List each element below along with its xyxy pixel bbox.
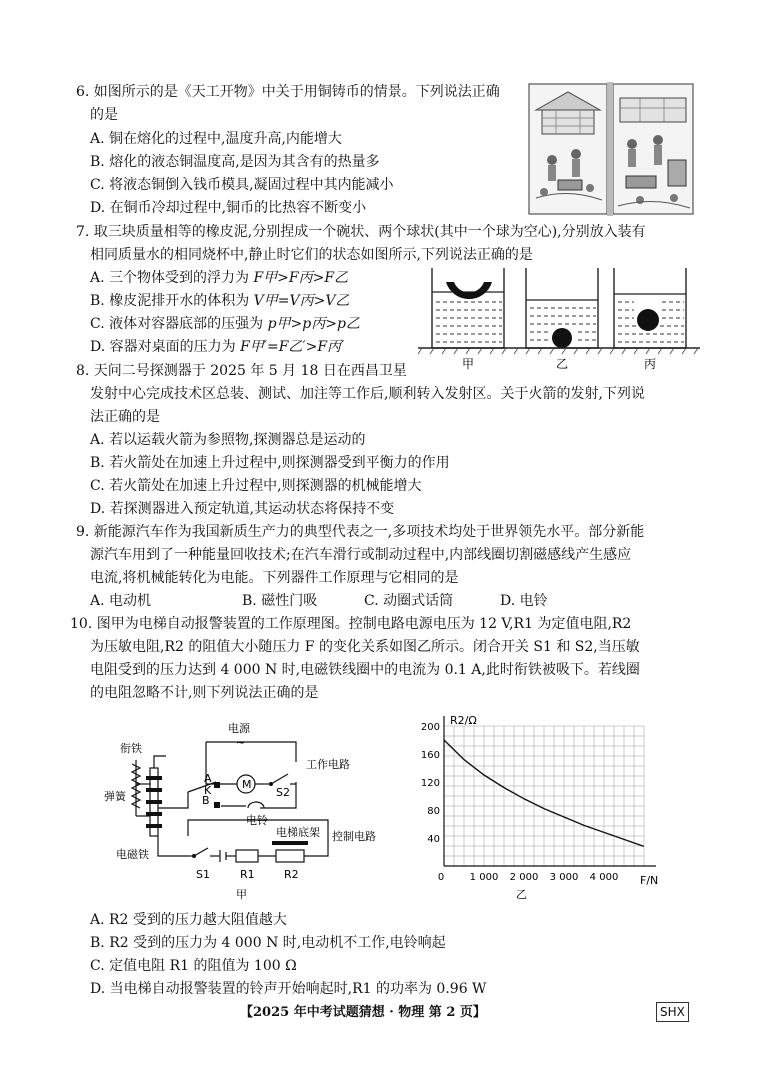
q6-option-b: B. 熔化的液态铜温度高,是因为其含有的热量多 bbox=[90, 154, 380, 170]
contact-k: K bbox=[204, 784, 212, 797]
q9-option-c: C. 动圈式话筒 bbox=[364, 593, 454, 609]
page-footer: 【2025 年中考试题猜想 · 物理 第 2 页】 bbox=[240, 1005, 486, 1020]
q7-option-b: B. 橡皮泥排开水的体积为 V甲=V丙>V乙 bbox=[90, 293, 350, 309]
tiangong-kaiwu-illustration bbox=[528, 80, 696, 218]
y-tick-label: 200 bbox=[420, 722, 440, 733]
q7-option-a: A. 三个物体受到的浮力为 F甲>F丙>F乙 bbox=[90, 270, 349, 286]
q10-option-d: D. 当电梯自动报警装置的铃声开始响起时,R1 的功率为 0.96 W bbox=[90, 981, 487, 997]
work-circuit-label: 工作电路 bbox=[306, 758, 350, 771]
q8-option-d: D. 若探测器进入预定轨道,其运动状态将保持不变 bbox=[90, 501, 395, 517]
chart-origin-label: 0 bbox=[437, 872, 445, 883]
q9-stem-line2: 源汽车用到了一种能量回收技术;在汽车滑行或制动过程中,内部线圈切割磁感线产生感应 bbox=[90, 547, 632, 563]
y-tick-label: 120 bbox=[420, 778, 440, 789]
bell-label: 电铃 bbox=[246, 814, 268, 827]
q6-option-a: A. 铜在熔化的过程中,温度升高,内能增大 bbox=[90, 131, 342, 147]
armature-label: 衔铁 bbox=[120, 742, 142, 755]
motor-symbol: M bbox=[242, 778, 252, 791]
label-jia: 甲 bbox=[461, 357, 475, 371]
y-tick-label: 40 bbox=[427, 834, 440, 845]
q9-stem-line3: 电流,将机械能转化为电能。下列器件工作原理与它相同的是 bbox=[90, 570, 459, 586]
q8-stem-line1: 8. 天问二号探测器于 2025 年 5 月 18 日在西昌卫星 bbox=[76, 363, 407, 379]
spring-label: 弹簧 bbox=[104, 790, 126, 803]
label-yi: 乙 bbox=[555, 357, 569, 371]
resistance-force-chart bbox=[412, 704, 662, 900]
q7-stem-line2: 相同质量水的相同烧杯中,静止时它们的状态如图所示,下列说法正确的是 bbox=[90, 247, 533, 263]
q6-stem-line1: 6. 如图所示的是《天工开物》中关于用铜铸币的情景。下列说法正确 bbox=[76, 84, 500, 100]
chart-caption: 乙 bbox=[516, 888, 527, 901]
control-circuit-label: 控制电路 bbox=[332, 830, 376, 843]
q7-option-c: C. 液体对容器底部的压强为 p甲>p丙>p乙 bbox=[90, 316, 360, 332]
q6-stem-line2: 的是 bbox=[90, 107, 118, 123]
q8-stem-line2: 发射中心完成技术区总装、测试、加注等工作后,顺利转入发射区。关于火箭的发射,下列说 bbox=[90, 386, 645, 402]
label-bing: 丙 bbox=[643, 357, 657, 371]
q10-stem-line4: 的电阻忽略不计,则下列说法正确的是 bbox=[90, 685, 319, 701]
q6-option-c: C. 将液态铜倒入钱币模具,凝固过程中其内能减小 bbox=[90, 177, 394, 193]
x-tick-label: 3 000 bbox=[549, 872, 579, 883]
switch-s1-label: S1 bbox=[196, 868, 210, 881]
x-tick-label: 4 000 bbox=[589, 872, 619, 883]
chart-grid bbox=[444, 726, 644, 866]
y-tick-label: 160 bbox=[420, 750, 440, 761]
contact-a: A bbox=[204, 772, 212, 785]
beakers-figure bbox=[418, 262, 700, 372]
chart-x-label: F/N bbox=[640, 874, 659, 887]
circuit-caption: 甲 bbox=[236, 888, 247, 901]
alarm-circuit-diagram bbox=[96, 716, 376, 906]
q9-option-a: A. 电动机 bbox=[90, 593, 152, 609]
x-tick-label: 2 000 bbox=[509, 872, 539, 883]
elevator-base-label: 电梯底架 bbox=[276, 826, 320, 839]
footer-badge: SHX bbox=[656, 1002, 689, 1022]
chart-y-label: R2/Ω bbox=[450, 714, 477, 727]
ac-symbol: ~ bbox=[236, 736, 246, 749]
q8-stem-line3: 法正确的是 bbox=[90, 409, 160, 425]
sunken-ball bbox=[552, 328, 572, 348]
q7-option-d: D. 容器对桌面的压力为 F甲′=F乙′>F丙′ bbox=[90, 339, 345, 355]
x-tick-label: 1 000 bbox=[469, 872, 499, 883]
power-label: 电源 bbox=[228, 722, 250, 735]
y-tick-label: 80 bbox=[427, 806, 440, 817]
bowl-clay bbox=[446, 282, 492, 299]
electromagnet-label: 电磁铁 bbox=[116, 848, 149, 861]
q6-option-d: D. 在铜币冷却过程中,铜币的比热容不断变小 bbox=[90, 200, 367, 216]
q10-stem-line3: 电阻受到的压力达到 4 000 N 时,电磁铁线圈中的电流为 0.1 A,此时衔铁被吸下。若线圈 bbox=[90, 662, 640, 678]
q8-option-a: A. 若以运载火箭为参照物,探测器总是运动的 bbox=[90, 432, 366, 448]
q10-stem-line1: 10. 图甲为电梯自动报警装置的工作原理图。控制电路电源电压为 12 V,R1 为定值电阻,R2 bbox=[70, 616, 632, 632]
q10-option-c: C. 定值电阻 R1 的阻值为 100 Ω bbox=[90, 958, 297, 974]
q10-option-a: A. R2 受到的压力越大阻值越大 bbox=[90, 912, 287, 928]
q8-option-b: B. 若火箭处在加速上升过程中,则探测器受到平衡力的作用 bbox=[90, 455, 450, 471]
q7-stem-line1: 7. 取三块质量相等的橡皮泥,分别捏成一个碗状、两个球状(其中一个球为空心),分别放入装有 bbox=[76, 224, 646, 240]
q8-option-c: C. 若火箭处在加速上升过程中,则探测器的机械能增大 bbox=[90, 478, 422, 494]
contact-b: B bbox=[202, 794, 210, 807]
switch-s2-label: S2 bbox=[276, 786, 290, 799]
q9-option-d: D. 电铃 bbox=[500, 593, 548, 609]
q10-stem-line2: 为压敏电阻,R2 的阻值大小随压力 F 的变化关系如图乙所示。闭合开关 S1 和 S2,当压敏 bbox=[90, 639, 640, 655]
q9-stem-line1: 9. 新能源汽车作为我国新质生产力的典型代表之一,多项技术均处于世界领先水平。部分新能 bbox=[76, 524, 645, 540]
r1-label: R1 bbox=[240, 868, 255, 881]
q10-option-b: B. R2 受到的压力为 4 000 N 时,电动机不工作,电铃响起 bbox=[90, 935, 446, 951]
suspended-ball bbox=[637, 309, 659, 331]
q9-option-b: B. 磁性门吸 bbox=[242, 593, 318, 609]
r2-label: R2 bbox=[284, 868, 299, 881]
